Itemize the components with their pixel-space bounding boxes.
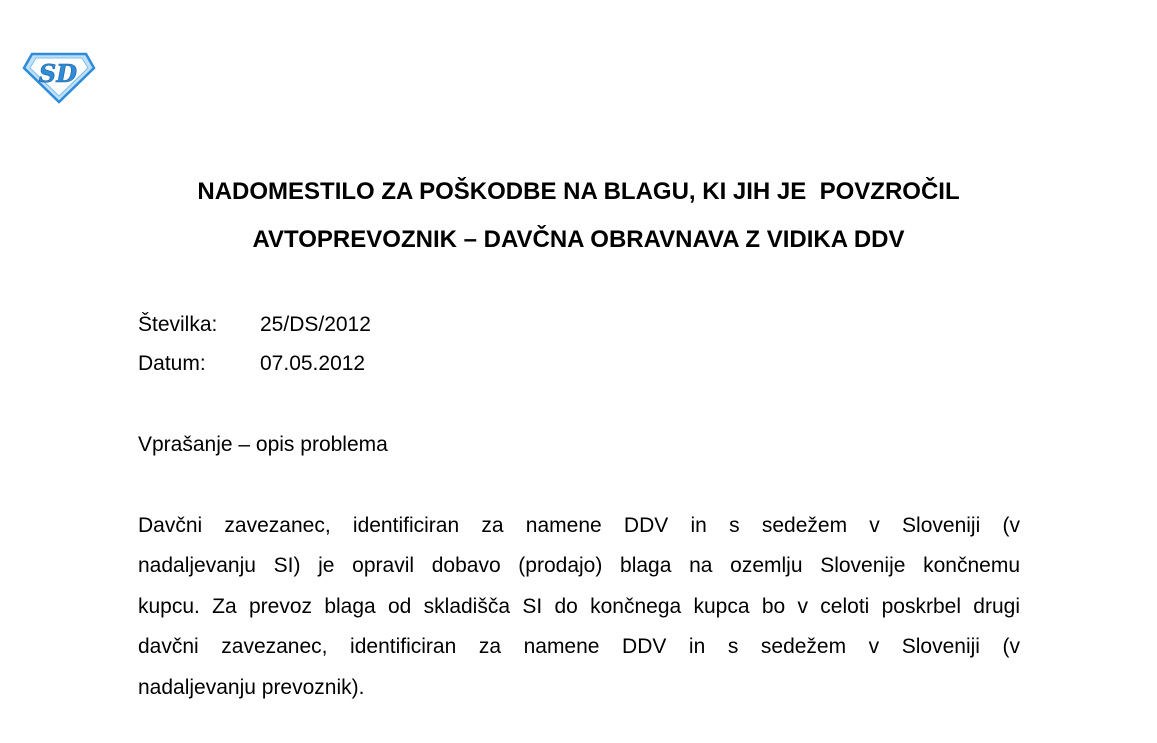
document-date-label: Datum: <box>138 352 206 375</box>
document-number-value: 25/DS/2012 <box>260 313 371 336</box>
paragraph-line: kupcu. Za prevoz blaga od skladišča SI do končnega kupca bo v celoti poskrbel drugi <box>138 595 1020 618</box>
paragraph-line: Davčni zavezanec, identificiran za namene DDV in s sedežem v Sloveniji (v <box>138 514 1020 537</box>
document-number-label: Številka: <box>138 313 218 336</box>
company-logo <box>22 50 96 104</box>
section-heading: Vprašanje – opis problema <box>138 433 388 456</box>
svg-text:SD: SD <box>38 59 78 88</box>
paragraph-line: nadaljevanju SI) je opravil dobavo (prodajo) blaga na ozemlju Slovenije končnemu <box>138 554 1020 577</box>
document-number-row <box>138 313 371 337</box>
paragraph-line: nadaljevanju prevoznik). <box>138 676 365 699</box>
document-title-line-2: AVTOPREVOZNIK – DAVČNA OBRAVNAVA Z VIDIKA DDV <box>252 226 905 253</box>
document-date-row <box>138 352 365 376</box>
sd-logo-icon <box>22 50 96 104</box>
paragraph-line: davčni zavezanec, identificiran za namene DDV in s sedežem v Sloveniji (v <box>138 635 1020 658</box>
document-title-line-1: NADOMESTILO ZA POŠKODBE NA BLAGU, KI JIH JE POVZROČIL <box>197 178 960 205</box>
document-date-value: 07.05.2012 <box>260 352 366 375</box>
